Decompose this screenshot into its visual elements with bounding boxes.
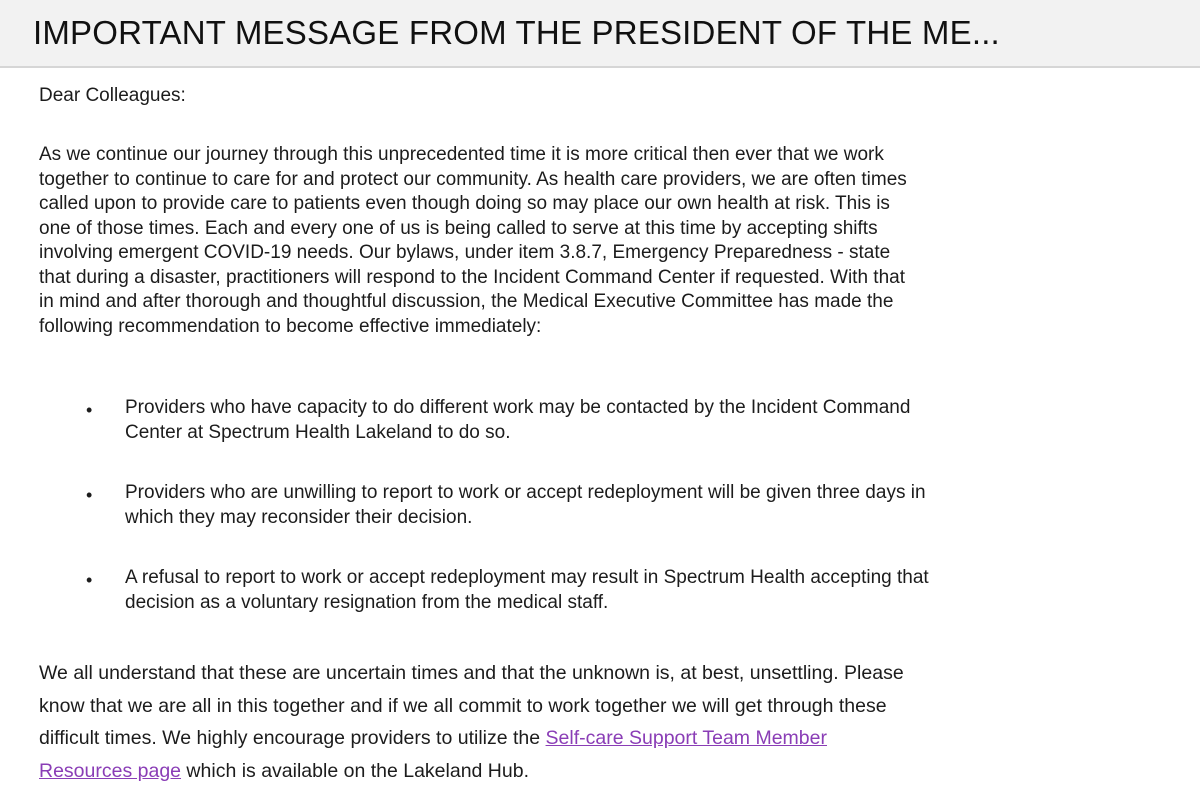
letter-body [39, 84, 1149, 782]
closing-paragraph [39, 657, 904, 787]
list-item-text [125, 566, 1155, 615]
closing-line [39, 755, 904, 788]
closing-line-text: difficult times. We highly encourage providers to utilize the [39, 727, 546, 749]
bullet-icon: • [86, 485, 93, 505]
intro-line: that during a disaster, practitioners will respond to the Incident Command Center if requested. With that [39, 266, 906, 288]
list-item-text [125, 396, 1155, 445]
list-item-line: Providers who are unwilling to report to work or accept redeployment will be given three days in [125, 482, 926, 503]
intro-line: As we continue our journey through this unprecedented time it is more critical then ever that we work [39, 144, 884, 165]
header-bar [0, 0, 1200, 68]
page-title: IMPORTANT MESSAGE FROM THE PRESIDENT OF THE ME... [33, 14, 1000, 51]
list-item-line: which they may reconsider their decision. [125, 506, 473, 528]
intro-line: called upon to provide care to patients even though doing so may place our own health at risk. This is [39, 193, 890, 214]
closing-line: know that we are all in this together and if we all commit to work together we will get through these [39, 694, 887, 717]
intro-line: one of those times. Each and every one of us is being called to serve at this time by accepting shifts [39, 217, 878, 239]
intro-line: following recommendation to become effective immediately: [39, 315, 542, 337]
list-item-text [125, 481, 1155, 530]
list-item-line: decision as a voluntary resignation from the medical staff. [125, 591, 609, 613]
bullet-icon: • [86, 570, 93, 590]
intro-paragraph [39, 143, 907, 339]
list-item-line: Providers who have capacity to do different work may be contacted by the Incident Command [125, 397, 911, 418]
list-item-line: A refusal to report to work or accept redeployment may result in Spectrum Health accepting that [125, 567, 929, 588]
bullet-icon: • [86, 400, 93, 420]
intro-line: involving emergent COVID-19 needs. Our bylaws, under item 3.8.7, Emergency Preparedness - state [39, 242, 891, 263]
self-care-resources-link[interactable]: Self-care Support Team Member [545, 727, 827, 749]
salutation: Dear Colleagues: [39, 85, 186, 106]
closing-line-text: which is available on the Lakeland Hub. [181, 759, 529, 782]
closing-line: We all understand that these are uncertain times and that the unknown is, at best, unsettling. Please [39, 662, 904, 684]
closing-line [39, 722, 904, 755]
intro-line: together to continue to care for and protect our community. As health care providers, we are often times [39, 168, 907, 190]
list-item-line: Center at Spectrum Health Lakeland to do so. [125, 421, 511, 443]
self-care-resources-link-continued[interactable]: Resources page [39, 759, 182, 782]
intro-line: in mind and after thorough and thoughtful discussion, the Medical Executive Committee has made the [39, 291, 894, 312]
